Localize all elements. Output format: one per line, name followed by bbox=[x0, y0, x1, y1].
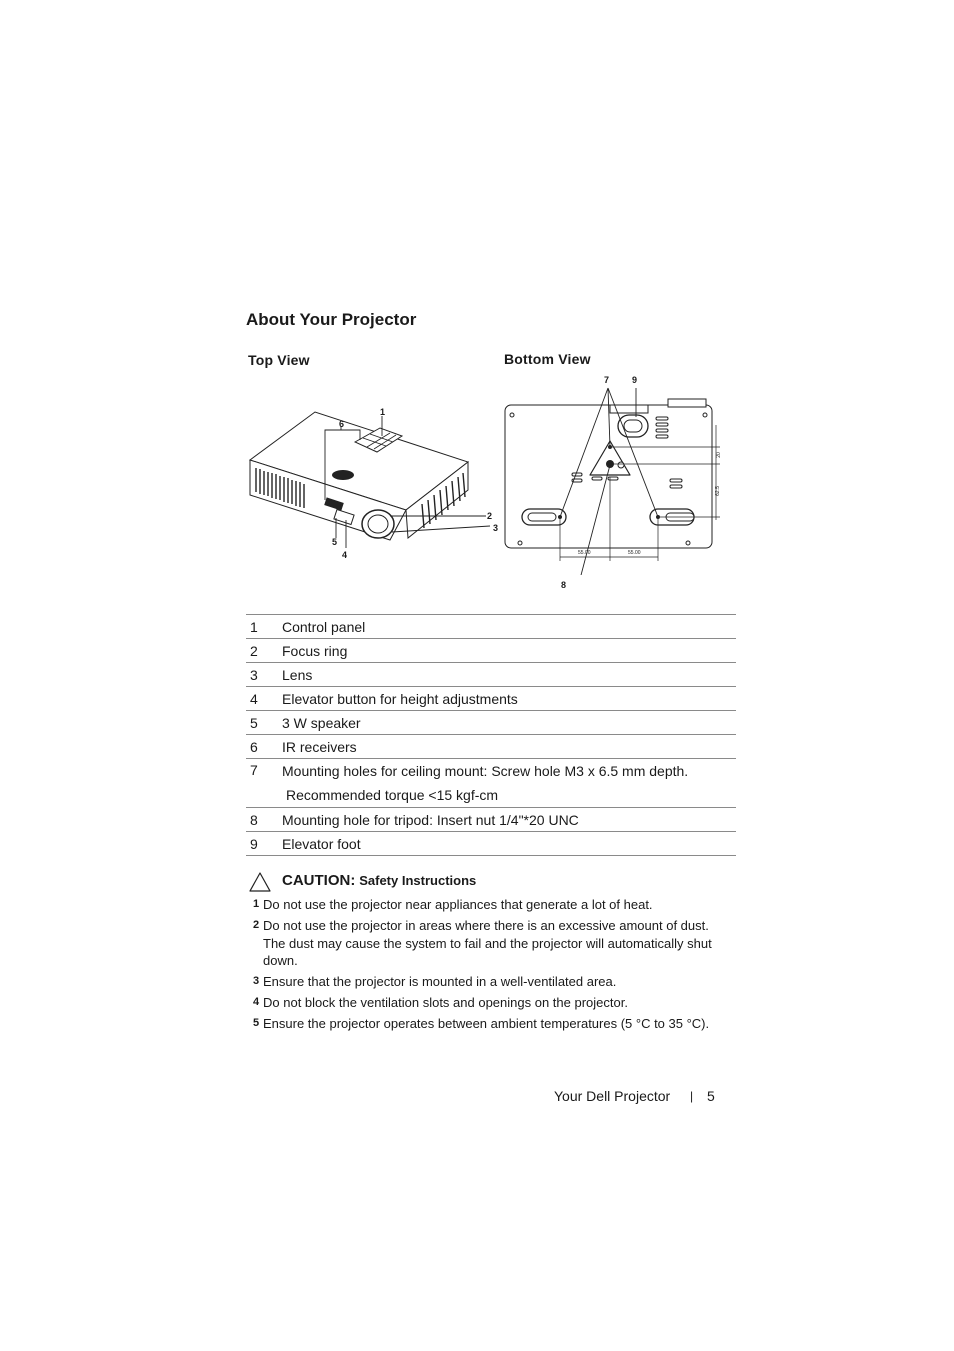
table-row bbox=[246, 687, 736, 711]
item-number: 5 bbox=[253, 1017, 260, 1029]
table-row bbox=[246, 808, 736, 832]
part-label: Mounting hole for tripod: Insert nut 1/4"*20 UNC bbox=[282, 811, 579, 828]
item-number: 1 bbox=[253, 898, 260, 910]
part-number: 6 bbox=[250, 738, 258, 755]
table-row bbox=[246, 663, 736, 687]
callout-8: 8 bbox=[561, 580, 567, 590]
dim-right: 55.00 bbox=[628, 550, 641, 556]
part-sublabel: Recommended torque <15 kgf-cm bbox=[286, 787, 499, 803]
caution-label: CAUTION: bbox=[282, 872, 356, 889]
callout-5: 5 bbox=[332, 537, 338, 547]
parts-table bbox=[246, 614, 736, 856]
callout-2: 2 bbox=[487, 511, 493, 521]
part-number: 8 bbox=[250, 811, 258, 828]
caution-heading bbox=[282, 872, 476, 889]
list-item bbox=[253, 994, 723, 1012]
part-label: Mounting holes for ceiling mount: Screw hole M3 x 6.5 mm depth. bbox=[282, 763, 689, 779]
list-item bbox=[253, 973, 723, 991]
footer-section-title: Your Dell Projector bbox=[554, 1088, 671, 1104]
bottom-view-title: Bottom View bbox=[504, 351, 591, 367]
part-number: 5 bbox=[250, 714, 258, 731]
top-view-illustration bbox=[240, 400, 510, 570]
part-number: 4 bbox=[250, 690, 258, 707]
page-number: 5 bbox=[707, 1088, 715, 1104]
bottom-view-illustration bbox=[500, 385, 730, 575]
item-number: 4 bbox=[253, 996, 260, 1008]
caution-list bbox=[253, 896, 723, 1036]
dim-vertical-top: 20 bbox=[715, 452, 722, 458]
table-row bbox=[246, 639, 736, 663]
callout-3: 3 bbox=[493, 523, 499, 533]
callout-6: 6 bbox=[339, 419, 345, 429]
callout-9: 9 bbox=[632, 375, 638, 385]
callout-4: 4 bbox=[342, 550, 348, 560]
top-view-title: Top View bbox=[248, 352, 310, 368]
part-number: 1 bbox=[250, 618, 258, 635]
table-row bbox=[246, 759, 736, 808]
part-label: IR receivers bbox=[282, 738, 357, 755]
table-row bbox=[246, 832, 736, 856]
footer-separator: | bbox=[690, 1089, 694, 1103]
caution-title: Safety Instructions bbox=[359, 873, 477, 888]
list-item bbox=[253, 1015, 723, 1033]
item-text: Do not use the projector near appliances that generate a lot of heat. bbox=[263, 897, 653, 912]
part-label: 3 W speaker bbox=[282, 714, 361, 731]
part-number: 3 bbox=[250, 666, 258, 683]
dim-vertical-bottom: 62.5 bbox=[714, 486, 721, 496]
page-title: About Your Projector bbox=[246, 310, 417, 329]
table-row bbox=[246, 615, 736, 639]
part-number: 2 bbox=[250, 642, 258, 659]
dim-left: 55.00 bbox=[578, 550, 591, 556]
part-number: 9 bbox=[250, 835, 258, 852]
item-text: Ensure that the projector is mounted in a well-ventilated area. bbox=[263, 974, 617, 989]
part-number: 7 bbox=[250, 762, 258, 778]
item-number: 2 bbox=[253, 919, 260, 931]
list-item bbox=[253, 896, 723, 914]
part-label: Focus ring bbox=[282, 642, 348, 659]
item-text: Ensure the projector operates between ambient temperatures (5 °C to 35 °C). bbox=[263, 1016, 710, 1031]
caution-triangle-icon bbox=[248, 871, 272, 893]
item-number: 3 bbox=[253, 975, 260, 987]
part-label: Lens bbox=[282, 666, 313, 683]
callout-7: 7 bbox=[604, 375, 610, 385]
table-row bbox=[246, 711, 736, 735]
list-item bbox=[253, 917, 723, 970]
part-label: Elevator foot bbox=[282, 835, 361, 852]
item-text: Do not use the projector in areas where there is an excessive amount of dust. The dust may cause the system to fail and the projector will automatically shut down. bbox=[263, 918, 712, 968]
item-text: Do not block the ventilation slots and openings on the projector. bbox=[263, 995, 628, 1010]
callout-1: 1 bbox=[380, 407, 386, 417]
part-label: Elevator button for height adjustments bbox=[282, 690, 518, 707]
table-row bbox=[246, 735, 736, 759]
part-label: Control panel bbox=[282, 618, 366, 635]
